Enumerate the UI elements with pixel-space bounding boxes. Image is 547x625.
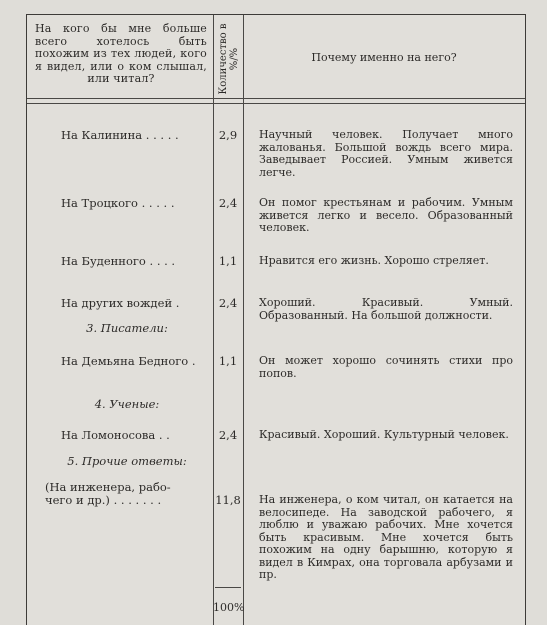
row-percent: 1,1	[218, 254, 238, 268]
header-reason: Почему именно на него?	[311, 51, 457, 64]
row-name: На Троцкого . . . . .	[61, 196, 175, 210]
row-name: чего и др.) . . . . . . .	[45, 493, 162, 507]
row-percent: 2,4	[218, 428, 238, 442]
section-scientists: 4. Ученые:	[94, 397, 160, 411]
row-reason: Он может хорошо сочинять стихи про попов.	[259, 354, 513, 380]
section-writers: 3. Писатели:	[86, 321, 168, 335]
row-name: На Калинина . . . . .	[61, 128, 179, 142]
row-name: На Демьяна Бедного .	[61, 354, 196, 368]
row-reason: Нравится его жизнь. Хорошо стреляет.	[259, 254, 489, 267]
row-percent: 2,4	[218, 196, 238, 210]
row-reason: На инженера, о ком читал, он катается на велосипеде. На заводской рабочего, я люблю и уважаю рабочих. Мне хочется быть красивым. Мне хочется быть похожим на одну барышню, которую я видел в Кимрах, она торговала арбузами и пр.	[259, 493, 513, 581]
row-percent: 1,1	[218, 354, 238, 368]
row-reason: Хороший. Красивый. Умный. Образованный. На большой должности.	[259, 296, 513, 322]
row-name: На других вождей .	[61, 296, 180, 310]
row-reason: Он помог крестьянам и рабочим. Умным живется легко и весело. Образованный человек.	[259, 196, 513, 234]
section-other: 5. Прочие ответы:	[67, 454, 187, 468]
total-divider	[215, 587, 241, 588]
row-name: На Ломоносова . .	[61, 428, 170, 442]
header-count-label: Количество в %/%	[218, 23, 240, 95]
header-count	[215, 21, 243, 97]
survey-table	[26, 14, 526, 625]
row-name: На Буденного . . . .	[61, 254, 176, 268]
row-percent: 2,4	[218, 296, 238, 310]
header-question: На кого бы мне больше всего хотелось быть похожим из тех людей, кого я видел, или о ком слышал, или читал?	[35, 22, 207, 85]
row-percent: 11,8	[215, 493, 241, 507]
row-reason: Научный человек. Получает много жалованья. Большой вождь всего мира. Заведывает Россией. Умным живется легче.	[259, 128, 513, 179]
column-divider	[243, 15, 244, 625]
row-name: (На инженера, рабо-	[45, 480, 171, 494]
row-percent: 2,9	[218, 128, 238, 142]
column-divider	[213, 15, 214, 625]
row-reason: Красивый. Хороший. Культурный человек.	[259, 428, 509, 441]
header-divider	[27, 98, 525, 104]
total-percent: 100%	[213, 601, 245, 614]
